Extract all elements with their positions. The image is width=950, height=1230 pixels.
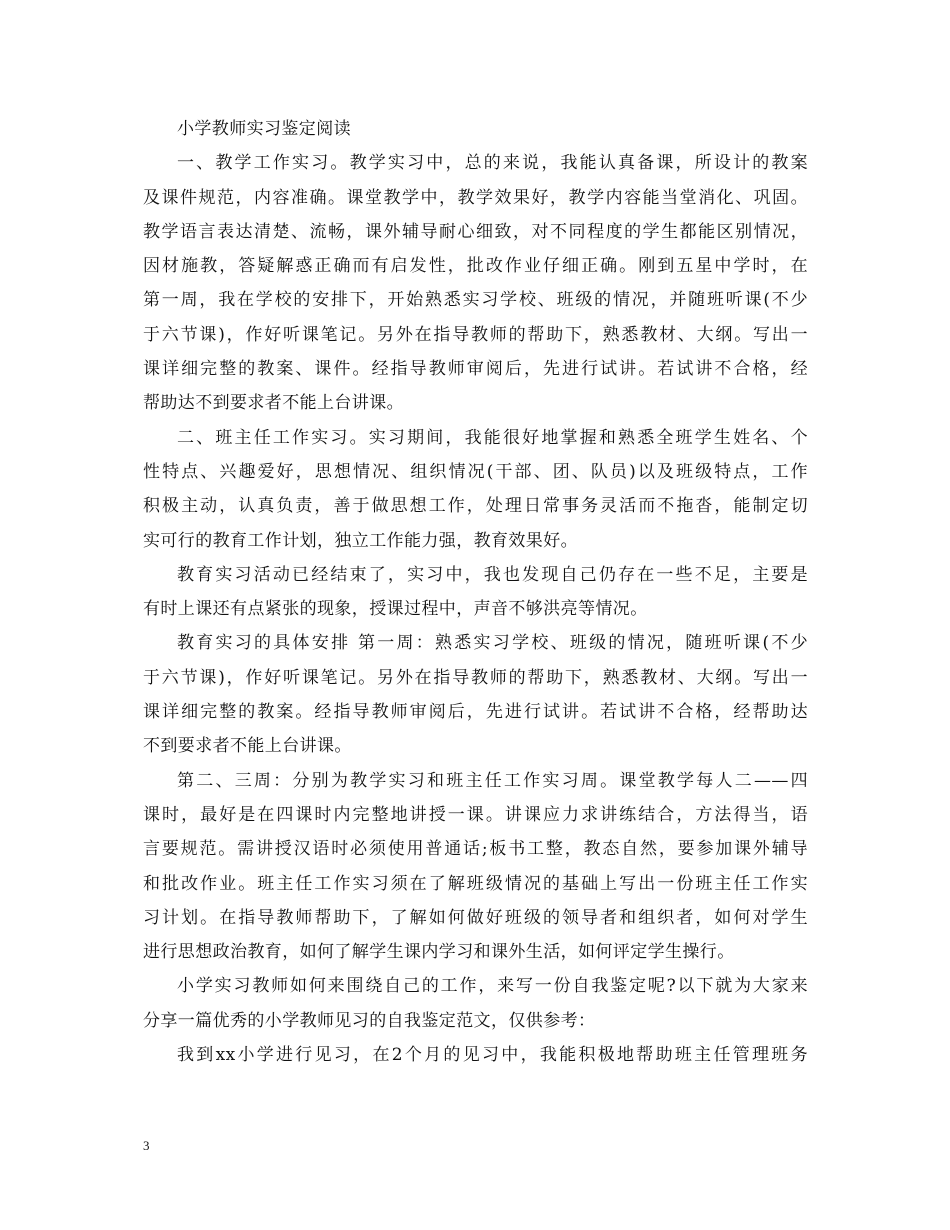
text-line: 因材施教，答疑解惑正确而有启发性，批改作业仔细正确。刚到五星中学时，在 xyxy=(143,256,808,277)
text-line: 积极主动，认真负责，善于做思想工作，处理日常事务灵活而不拖沓，能制定切 xyxy=(143,496,808,517)
text-line: 课详细完整的教案。经指导教师审阅后，先进行试讲。若试讲不合格，经帮助达 xyxy=(143,702,808,723)
text-line: 第二、三周：分别为教学实习和班主任工作实习周。课堂教学每人二——四 xyxy=(177,770,808,791)
document-body xyxy=(143,112,808,1072)
text-line: 分享一篇优秀的小学教师见习的自我鉴定范文，仅供参考： xyxy=(143,1010,596,1031)
text-line: 帮助达不到要求者不能上台讲课。 xyxy=(143,393,404,414)
text-line: 有时上课还有点紧张的现象，授课过程中，声音不够洪亮等情况。 xyxy=(143,599,648,620)
text-line: 实可行的教育工作计划，独立工作能力强，教育效果好。 xyxy=(143,530,578,551)
text-line: 于六节课)，作好听课笔记。另外在指导教师的帮助下，熟悉教材、大纲。写出一 xyxy=(143,324,808,345)
text-line: 课详细完整的教案、课件。经指导教师审阅后，先进行试讲。若试讲不合格，经 xyxy=(143,359,808,380)
text-line: 小学实习教师如何来围绕自己的工作，来写一份自我鉴定呢?以下就为大家来 xyxy=(177,976,808,997)
text-line: 我到xx小学进行见习，在2个月的见习中，我能积极地帮助班主任管理班务 xyxy=(177,1045,808,1066)
text-line: 不到要求者不能上台讲课。 xyxy=(143,736,352,757)
text-line: 一、教学工作实习。教学实习中，总的来说，我能认真备课，所设计的教案 xyxy=(177,153,808,174)
text-line: 习计划。在指导教师帮助下，了解如何做好班级的领导者和组织者，如何对学生 xyxy=(143,907,808,928)
text-line: 性特点、兴趣爱好，思想情况、组织情况(干部、团、队员)以及班级特点，工作 xyxy=(143,461,808,482)
text-line: 教育实习的具体安排 第一周：熟悉实习学校、班级的情况，随班听课(不少 xyxy=(177,633,808,654)
page-number: 3 xyxy=(143,1138,150,1153)
text-line: 和批改作业。班主任工作实习须在了解班级情况的基础上写出一份班主任工作实 xyxy=(143,873,808,894)
text-line: 于六节课)，作好听课笔记。另外在指导教师的帮助下，熟悉教材、大纲。写出一 xyxy=(143,667,808,688)
text-line: 教育实习活动已经结束了，实习中，我也发现自己仍存在一些不足，主要是 xyxy=(177,564,808,585)
text-line: 二、班主任工作实习。实习期间，我能很好地掌握和熟悉全班学生姓名、个 xyxy=(177,427,808,448)
text-line: 小学教师实习鉴定阅读 xyxy=(177,119,351,139)
text-line: 及课件规范，内容准确。课堂教学中，教学效果好，教学内容能当堂消化、巩固。 xyxy=(143,187,808,208)
text-line: 第一周，我在学校的安排下，开始熟悉实习学校、班级的情况，并随班听课(不少 xyxy=(143,290,808,311)
text-line: 教学语言表达清楚、流畅，课外辅导耐心细致，对不同程度的学生都能区别情况， xyxy=(143,221,808,242)
text-line: 言要规范。需讲授汉语时必须使用普通话;板书工整，教态自然，要参加课外辅导 xyxy=(143,839,808,860)
text-line: 课时，最好是在四课时内完整地讲授一课。讲课应力求讲练结合，方法得当，语 xyxy=(143,804,808,825)
text-line: 进行思想政治教育，如何了解学生课内学习和课外生活，如何评定学生操行。 xyxy=(143,942,735,963)
